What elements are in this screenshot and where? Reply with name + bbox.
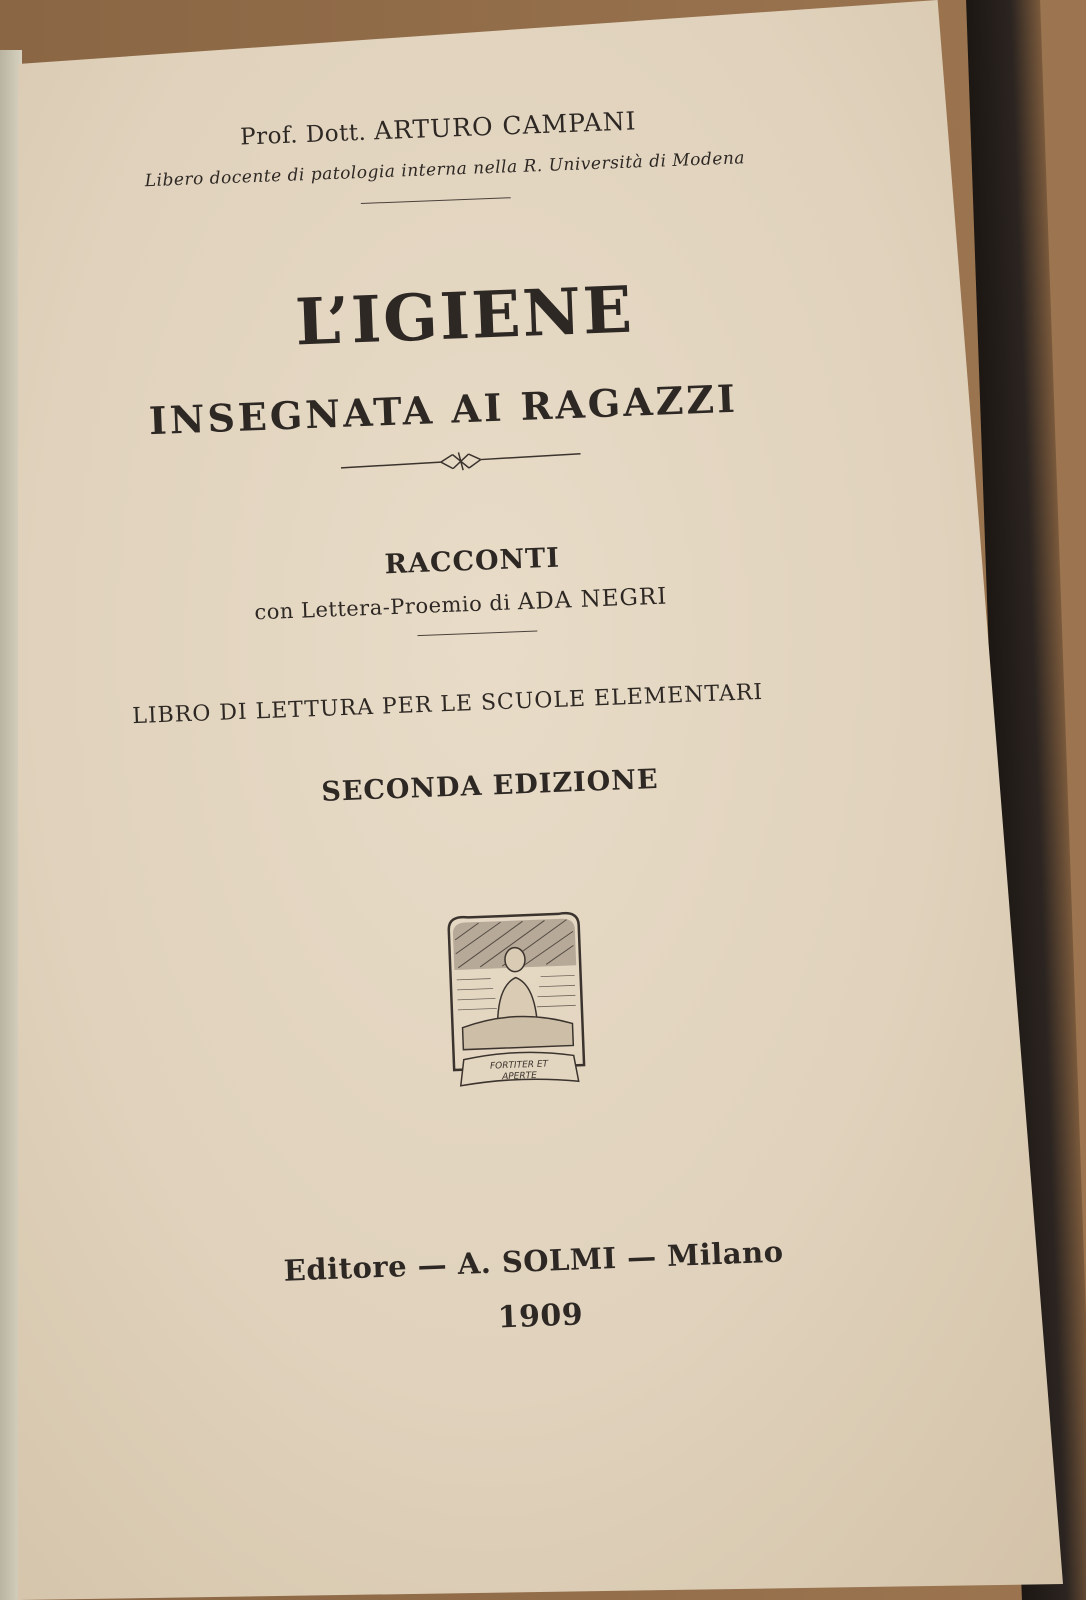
divider-rule bbox=[361, 197, 511, 204]
publication-year: 1909 bbox=[497, 1297, 584, 1336]
ornament-divider bbox=[340, 442, 581, 481]
publisher-emblem bbox=[438, 905, 595, 1101]
preface-prefix: con Lettera-Proemio di bbox=[253, 590, 519, 625]
preface-author: ADA NEGRI bbox=[517, 583, 668, 616]
book-subtitle: INSEGNATA AI RAGAZZI bbox=[148, 375, 739, 444]
author-line bbox=[240, 106, 637, 150]
book-type: LIBRO DI LETTURA PER LE SCUOLE ELEMENTARI bbox=[131, 679, 764, 730]
author-name: ARTURO CAMPANI bbox=[373, 106, 638, 146]
preface-line bbox=[254, 584, 668, 626]
section-label: RACCONTI bbox=[384, 542, 561, 581]
book-title: L’IGIENE bbox=[293, 272, 636, 361]
edition-label: SECONDA EDIZIONE bbox=[320, 763, 660, 808]
publisher-line: Editore — A. SOLMI — Milano bbox=[283, 1234, 785, 1288]
emblem-motto-line1: FORTITER ET bbox=[489, 1059, 549, 1072]
author-prefix: Prof. Dott. bbox=[239, 119, 375, 151]
divider-rule bbox=[417, 631, 537, 637]
emblem-motto-line2: APERTE bbox=[501, 1070, 538, 1083]
author-affiliation: Libero docente di patologia interna nella R. Università di Modena bbox=[144, 148, 746, 192]
